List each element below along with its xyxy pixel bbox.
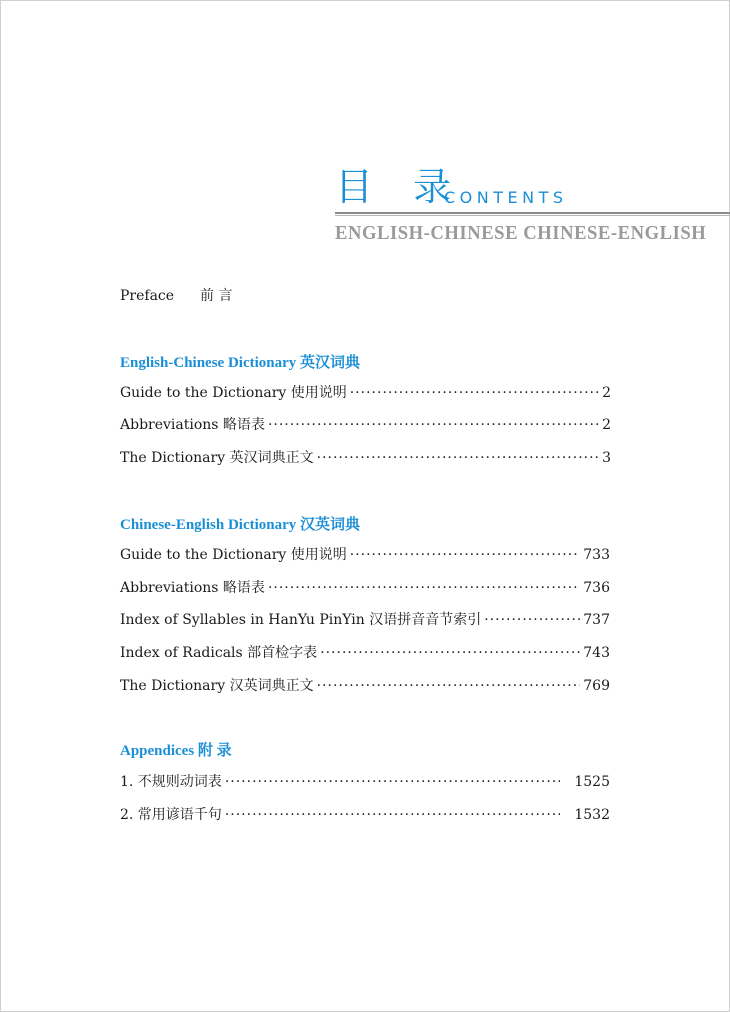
toc-entry-page: 2 xyxy=(602,385,611,401)
toc-entry[interactable] xyxy=(120,642,610,664)
dot-leader xyxy=(268,414,599,436)
toc-entry[interactable] xyxy=(120,609,610,631)
toc-entry-title: Guide to the Dictionary 使用说明 xyxy=(120,385,347,401)
contents-title-chinese: 目 录 xyxy=(335,165,466,209)
toc-entry-page: 737 xyxy=(583,612,610,628)
toc-entry-title: The Dictionary 英汉词典正文 xyxy=(120,450,314,466)
toc-entry-preface[interactable] xyxy=(120,285,232,307)
dot-leader xyxy=(350,544,581,566)
toc-entry-title: Guide to the Dictionary 使用说明 xyxy=(120,547,347,563)
dot-leader xyxy=(317,675,581,697)
toc-entry[interactable] xyxy=(120,675,610,697)
toc-entry-title: Abbreviations 略语表 xyxy=(120,417,265,433)
header-rule-thin xyxy=(335,215,730,216)
toc-entry[interactable] xyxy=(120,544,610,566)
toc-entry-page: 736 xyxy=(583,580,610,596)
toc-entry-title: 1. 不规则动词表 xyxy=(120,774,222,790)
toc-entry[interactable] xyxy=(120,577,610,599)
dot-leader xyxy=(225,804,561,826)
dot-leader xyxy=(268,577,580,599)
toc-entry-title: Index of Radicals 部首检字表 xyxy=(120,645,318,661)
toc-entry[interactable] xyxy=(120,382,611,404)
section-heading-appendices: Appendices 附 录 xyxy=(120,743,232,759)
toc-entry[interactable] xyxy=(120,447,611,469)
toc-entry-title: The Dictionary 汉英词典正文 xyxy=(120,678,314,694)
toc-entry-page: 1525 xyxy=(574,774,610,790)
dot-leader xyxy=(484,609,580,631)
toc-entry[interactable] xyxy=(120,414,611,436)
toc-entry[interactable] xyxy=(120,771,610,793)
preface-label-en: Preface xyxy=(120,288,175,304)
dot-leader xyxy=(350,382,599,404)
contents-subtitle: ENGLISH-CHINESE CHINESE-ENGLISH xyxy=(335,222,707,244)
dot-leader xyxy=(320,642,580,664)
toc-entry-page: 743 xyxy=(583,645,610,661)
toc-entry-title: Index of Syllables in HanYu PinYin 汉语拼音音节索引 xyxy=(120,612,482,628)
toc-entry-page: 733 xyxy=(583,547,610,563)
contents-title-english: CONTENTS xyxy=(444,188,568,207)
section-heading-chinese-english: Chinese-English Dictionary 汉英词典 xyxy=(120,517,361,533)
toc-entry[interactable] xyxy=(120,804,610,826)
dot-leader xyxy=(317,447,599,469)
dot-leader xyxy=(225,771,561,793)
toc-entry-page: 769 xyxy=(583,678,610,694)
preface-label-zh: 前 言 xyxy=(200,288,233,304)
section-heading-english-chinese: English-Chinese Dictionary 英汉词典 xyxy=(120,355,361,371)
toc-entry-page: 3 xyxy=(602,450,611,466)
header-rule xyxy=(335,212,730,214)
toc-entry-title: 2. 常用谚语千句 xyxy=(120,807,222,823)
toc-entry-page: 2 xyxy=(602,417,611,433)
toc-entry-page: 1532 xyxy=(574,807,610,823)
toc-entry-title: Abbreviations 略语表 xyxy=(120,580,265,596)
